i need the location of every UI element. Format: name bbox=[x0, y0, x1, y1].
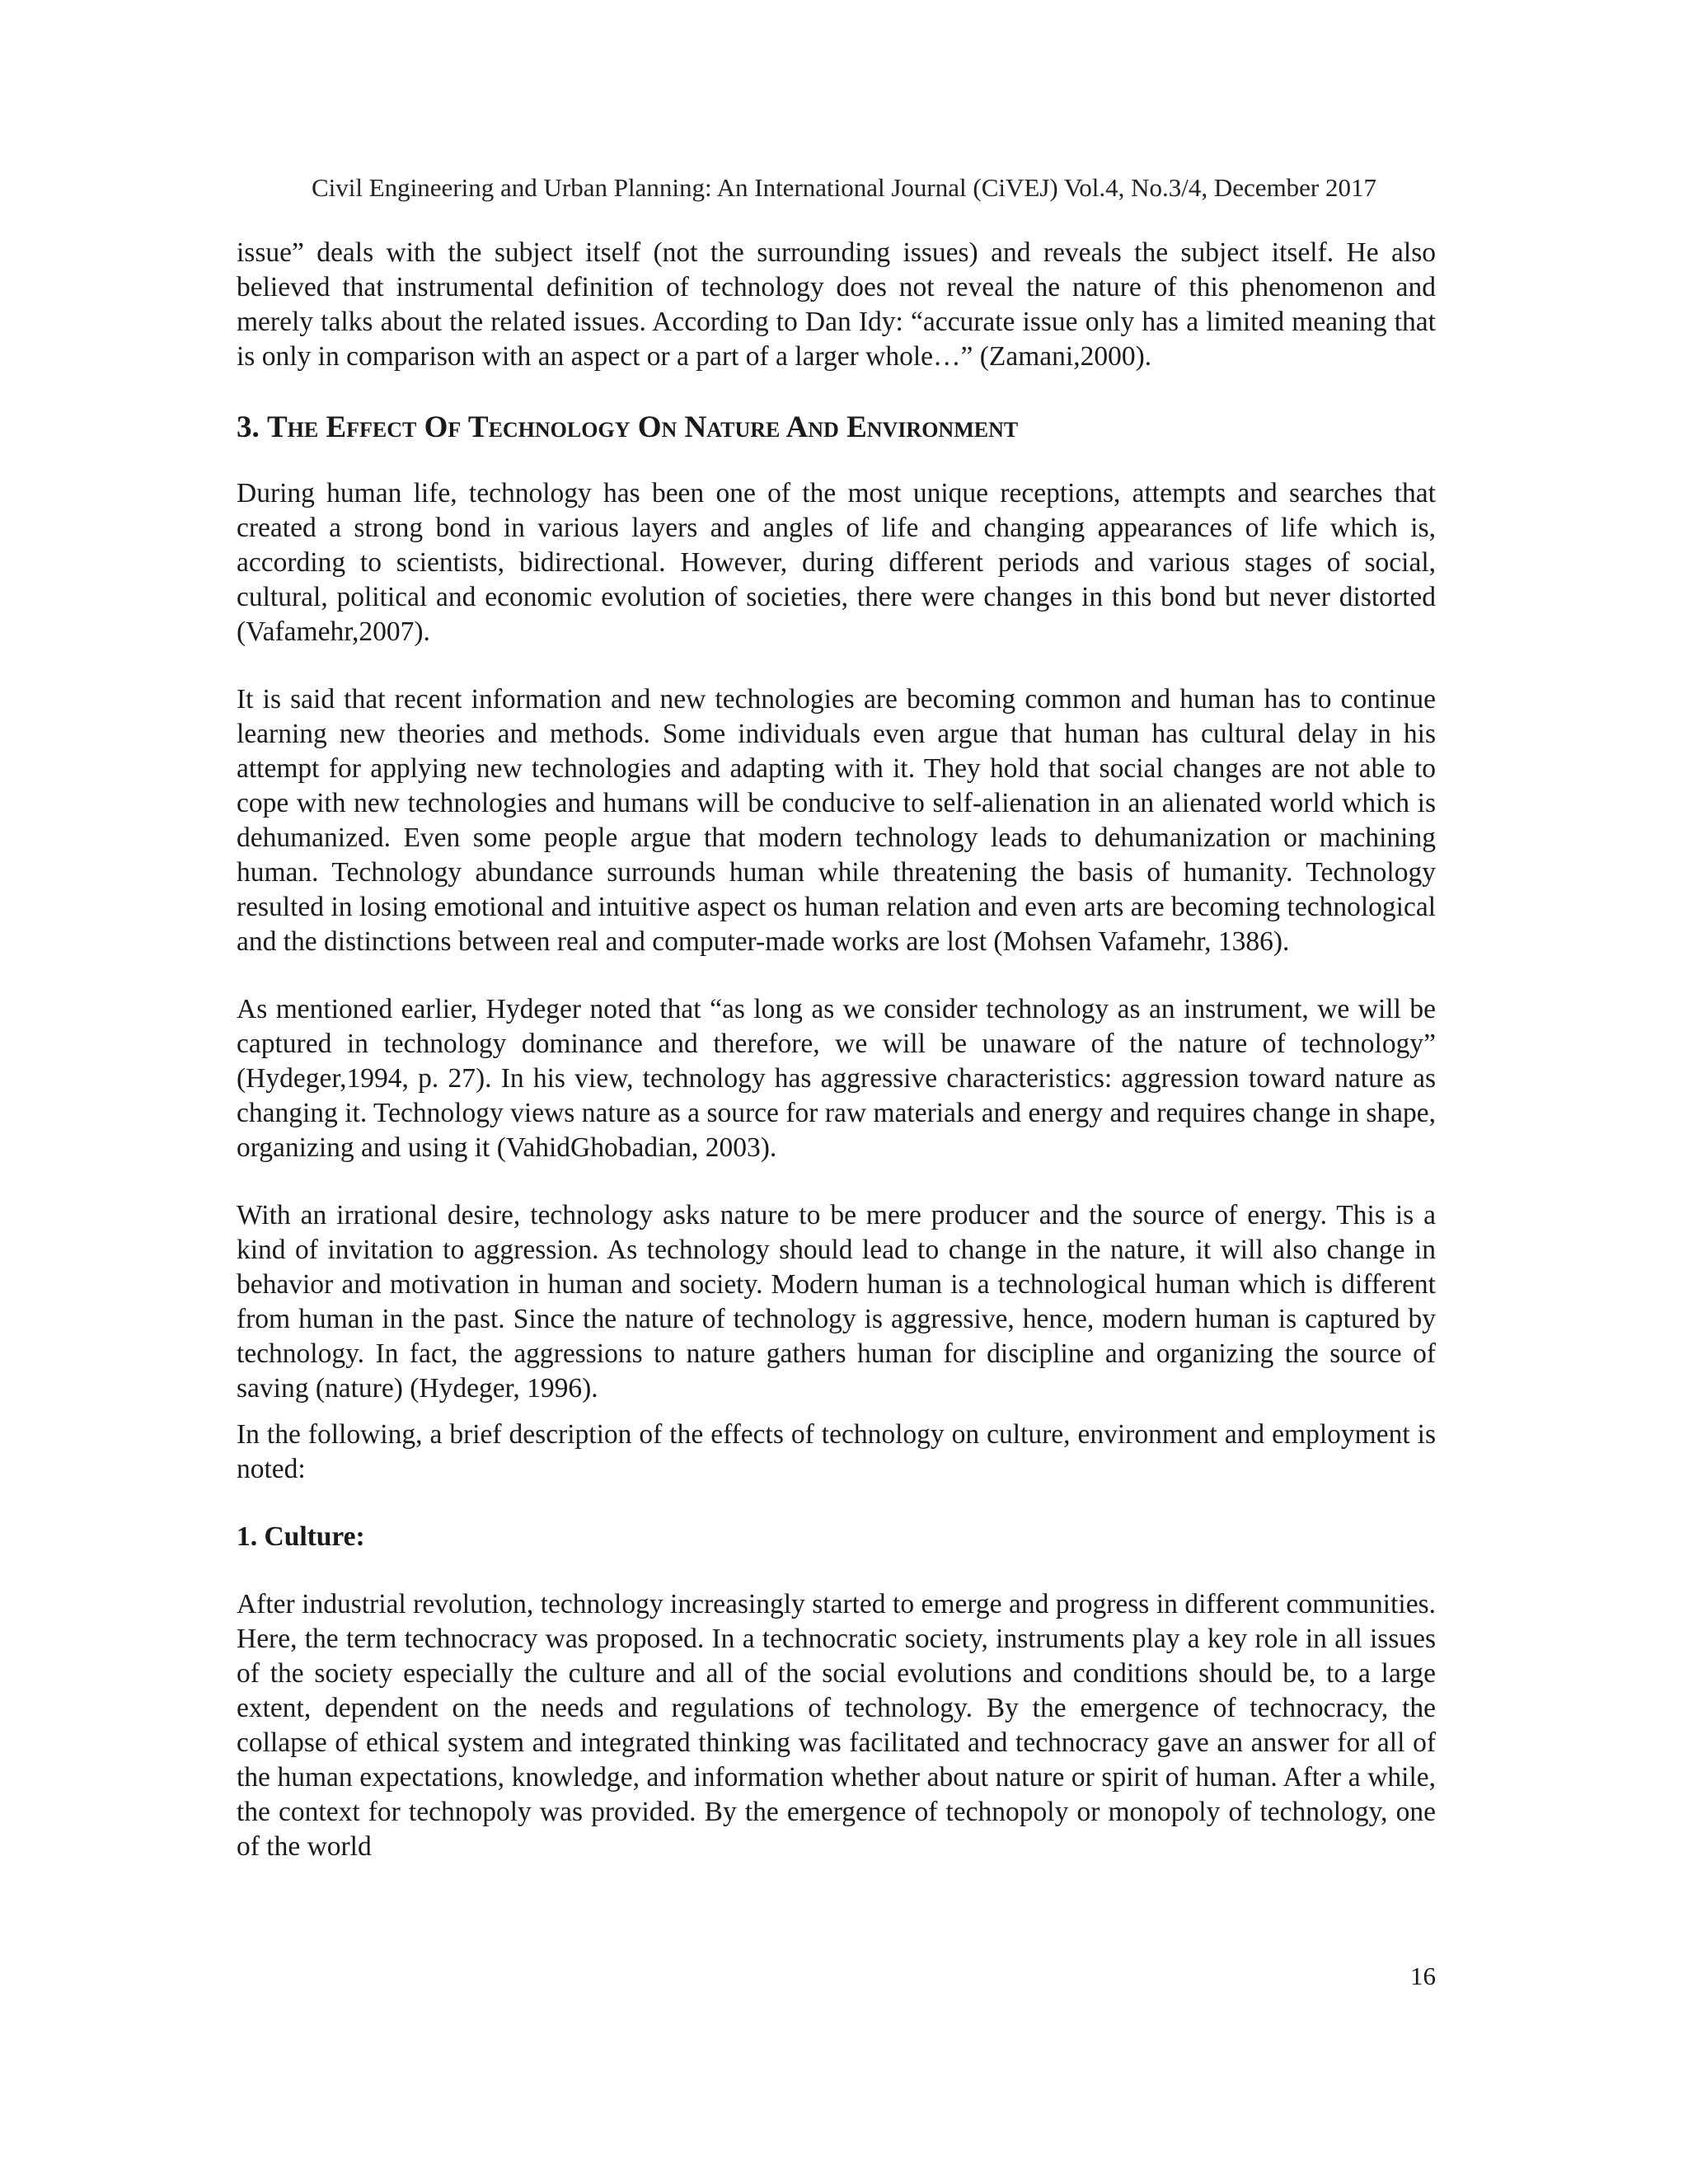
page-number: 16 bbox=[1410, 1961, 1436, 1990]
section-number: 3. bbox=[237, 410, 260, 444]
paragraph-continued: issue” deals with the subject itself (not the surrounding issues) and reveals the subject itself. He also believed that instrumental definition of technology does not reveal the nature of this phenomenon and merely talks about the related issues. According to Dan Idy: “accurate issue only has a limited meaning that is only in comparison with an aspect or a part of a larger whole…” (Zamani,2000). bbox=[237, 237, 1436, 372]
paragraph: It is said that recent information and new technologies are becoming common and human has to continue learning new theories and methods. Some individuals even argue that human has cultural delay in his attempt for applying new technologies and adapting with it. They hold that social changes are not able to cope with new technologies and humans will be conducive to self-alienation in an alienated world which is dehumanized. Even some people argue that modern technology leads to dehumanization or machining human. Technology abundance surrounds human while threatening the basis of humanity. Technology resulted in losing emotional and intuitive aspect os human relation and even arts are becoming technological and the distinctions between real and computer-made works are lost (Mohsen Vafamehr, 1386). bbox=[237, 684, 1436, 957]
main-text bbox=[237, 236, 1436, 1864]
paragraph: During human life, technology has been one of the most unique receptions, attempts and searches that created a strong bond in various layers and angles of life and changing appearances of life which is, according to scientists, bidirectional. However, during different periods and various stages of social, cultural, political and economic evolution of societies, there were changes in this bond but never distorted (Vafamehr,2007). bbox=[237, 478, 1436, 647]
section-heading bbox=[237, 409, 1436, 447]
paragraph: After industrial revolution, technology increasingly started to emerge and progress in different communities. Here, the term technocracy was proposed. In a technocratic society, instruments play a key role in all issues of the society especially the culture and all of the social evolutions and conditions should be, to a large extent, dependent on the needs and regulations of technology. By the emergence of technocracy, the collapse of ethical system and integrated thinking was facilitated and technocracy gave an answer for all of the human expectations, knowledge, and information whether about nature or spirit of human. After a while, the context for technopoly was provided. By the emergence of technopoly or monopoly of technology, one of the world bbox=[237, 1589, 1436, 1862]
paragraph: As mentioned earlier, Hydeger noted that “as long as we consider technology as an instrument, we will be captured in technology dominance and therefore, we will be unaware of the nature of technology” (Hydeger,1994, p. 27). In his view, technology has aggressive characteristics: aggression toward nature as changing it. Technology views nature as a source for raw materials and energy and requires change in shape, organizing and using it (VahidGhobadian, 2003). bbox=[237, 994, 1436, 1163]
section-title: The Effect Of Technology On Nature And Environment bbox=[267, 410, 1019, 444]
running-header: Civil Engineering and Urban Planning: An International Journal (CiVEJ) Vol.4, No.3/4, December 2017 bbox=[311, 173, 1377, 202]
paragraph: In the following, a brief description of the effects of technology on culture, environment and employment is noted: bbox=[237, 1419, 1436, 1484]
subsection-heading: 1. Culture: bbox=[237, 1521, 365, 1552]
paragraph: With an irrational desire, technology asks nature to be mere producer and the source of energy. This is a kind of invitation to aggression. As technology should lead to change in the nature, it will also change in behavior and motivation in human and society. Modern human is a technological human which is different from human in the past. Since the nature of technology is aggressive, hence, modern human is captured by technology. In fact, the aggressions to nature gathers human for discipline and organizing the source of saving (nature) (Hydeger, 1996). bbox=[237, 1200, 1436, 1404]
